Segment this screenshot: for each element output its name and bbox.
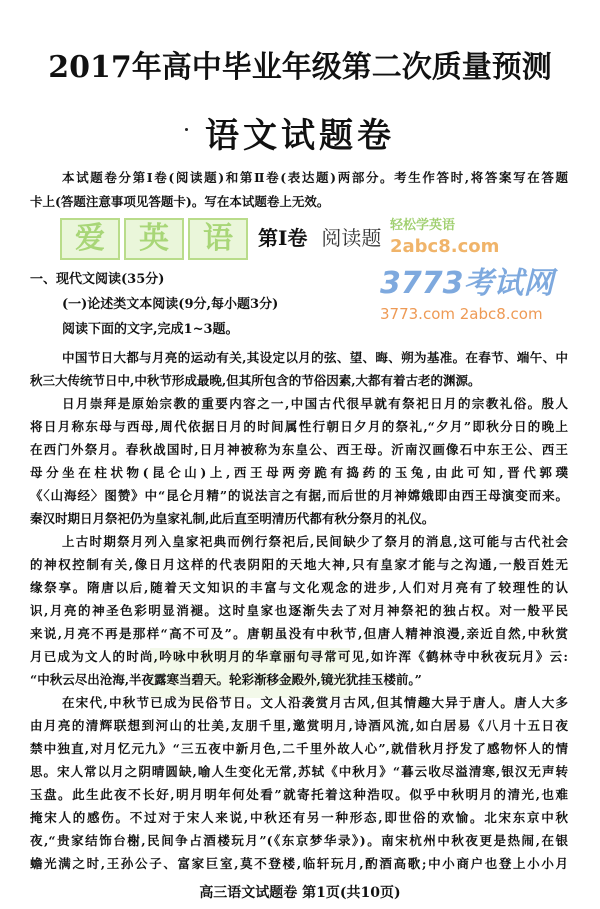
- passage-line: 由月亮的清辉联想到河山的壮美,友朋千里,邀赏明月,诗酒风流,如白居易《八月十五日夜: [30, 718, 568, 733]
- watermark-logo-char: 语: [188, 218, 248, 260]
- section-instruction: 阅读下面的文字,完成1~3题。: [62, 322, 239, 337]
- passage-line: “中秋云尽出沧海,半夜露寒当碧天。轮彩渐移金殿外,镜光犹挂玉楼前。”: [30, 672, 422, 687]
- passage-line: 来说,月亮不再是那样“高不可及”。唐朝虽没有中秋节,但唐人精神浪漫,亲近自然,中秋赏: [30, 626, 568, 641]
- passage-line: 上古时期祭月列入皇家祀典而例行祭祀后,民间缺少了祭月的消息,这可能与古代社会: [62, 534, 568, 549]
- section-heading: 一、现代文阅读(35分): [30, 272, 165, 287]
- passage-line: 蟾光满之时,王孙公子、富家巨室,莫不登楼,临轩玩月,酌酒高歌;中小商户也登上小小月: [30, 856, 568, 871]
- passage-line: 在宋代,中秋节已成为民俗节日。文人沿袭赏月古风,但其情趣大异于唐人。唐人大多: [62, 695, 568, 710]
- volume-label: 第Ⅰ卷: [258, 226, 308, 250]
- passage-line: 将日月称东母与西母,周代依据日月的时间属性行朝日夕月的祭礼,“夕月”即秋分日的晚上: [30, 419, 568, 434]
- passage-line: 的神权控制有关,像日月这样的代表阴阳的天地大神,只有皇家才能与之沟通,一般百姓无: [30, 557, 568, 572]
- watermark-3773: [380, 266, 590, 332]
- section-banner: [60, 218, 540, 260]
- passage-line: 日月崇拜是原始宗教的重要内容之一,中国古代很早就有祭祀日月的宗教礼俗。殷人: [62, 396, 568, 411]
- intro-line: 卡上(答题注意事项见答题卡)。写在本试题卷上无效。: [30, 194, 330, 209]
- passage-line: 缘祭享。隋唐以后,随着天文知识的丰富与文化观念的进步,人们对月亮有了较理性的认: [30, 580, 568, 595]
- exam-subtitle: 语文试题卷: [205, 116, 395, 156]
- page-footer: 高三语文试题卷 第1页(共10页): [199, 885, 401, 901]
- watermark-3773-text: 3773考试网: [380, 266, 554, 301]
- passage-line: 秦汉时期日月祭祀仍为皇家礼制,此后直至明清历代都有秋分祭月的礼仪。: [30, 511, 435, 526]
- passage-line: 禁中独直,对月忆元九》“三五夜中新月色,二千里外故人心”,就借秋月抒发了感物怀人的情: [30, 741, 568, 756]
- intro-line: 本试题卷分第Ⅰ卷(阅读题)和第Ⅱ卷(表达题)两部分。考生作答时,将答案写在答题: [62, 170, 568, 185]
- passage-line: 《〈山海经〉图赞》中“昆仑月精”的说法言之有据,而后世的月神嫦娥即由西王母演变而来。: [30, 488, 568, 503]
- passage-line: 母分坐在柱状物(昆仑山)上,西王母两旁跪有捣药的玉兔,由此可知,晋代郭璞: [30, 465, 568, 480]
- exam-title: 2017年高中毕业年级第二次质量预测: [48, 50, 552, 85]
- volume-name: 阅读题: [321, 226, 382, 250]
- watermark-slogan: 轻松学英语: [390, 218, 456, 233]
- passage-line: 识,月亮的神圣色彩明显消褪。这时皇家也逐渐失去了对月神祭祀的独占权。对一般平民: [30, 603, 568, 618]
- passage-line: 中国节日大都与月亮的运动有关,其设定以月的弦、望、晦、朔为基准。在春节、端午、中: [62, 350, 568, 365]
- passage-line: 玉盘。此生此夜不长好,明月明年何处看”就寄托着这种浩叹。似乎中秋明月的清光,也难: [30, 787, 568, 802]
- passage-line: 夜,“贵家结饰台榭,民间争占酒楼玩月”(《东京梦华录》)。南宋杭州中秋夜更是热闹,在银: [30, 833, 568, 848]
- passage-line: 思。宋人常以月之阴晴圆缺,喻人生变化无常,苏轼《中秋月》“暮云收尽溢清寒,银汉无声转: [30, 764, 568, 779]
- section-subheading: (一)论述类文本阅读(9分,每小题3分): [62, 297, 279, 312]
- passage-line: 月已成为文人的时尚,吟咏中秋明月的华章丽句寻常可见,如许浑《鹤林寺中秋夜玩月》云:: [30, 649, 568, 664]
- passage-line: 在西门外祭月。春秋战国时,日月神被称为东皇公、西王母。沂南汉画像石中东王公、西王: [30, 442, 568, 457]
- scan-speck: [185, 128, 188, 131]
- passage-line: 秋三大传统节日中,中秋节形成最晚,但其所包含的节俗因素,大都有着古老的渊源。: [30, 373, 481, 388]
- watermark-3773-url: 3773.com 2abc8.com: [380, 305, 543, 323]
- watermark-logo-char: 爱: [60, 218, 120, 260]
- watermark-url: 2abc8.com: [390, 236, 500, 257]
- passage-line: 掩宋人的感伤。不过对于宋人来说,中秋还有另一种形态,即世俗的欢愉。北宋东京中秋: [30, 810, 568, 825]
- watermark-logo-char: 英: [124, 218, 184, 260]
